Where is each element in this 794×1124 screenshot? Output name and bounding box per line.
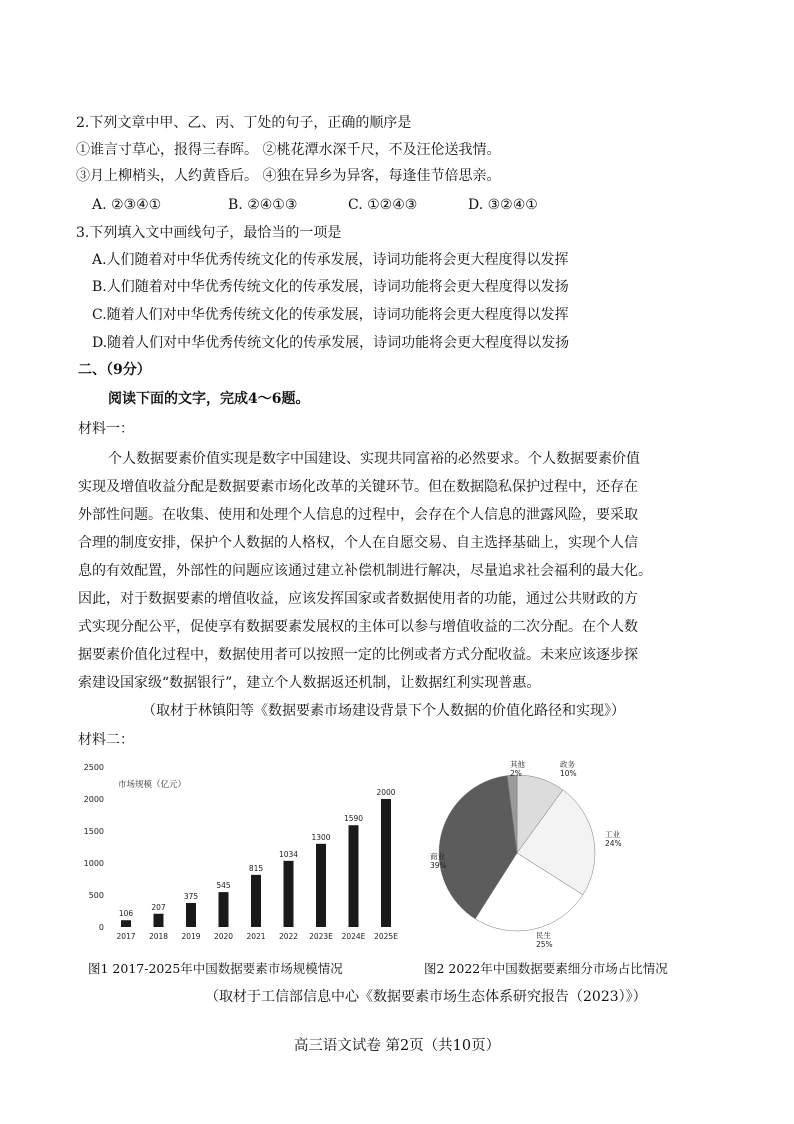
x-tick-label: 2022: [278, 932, 299, 941]
bar: [349, 825, 359, 927]
x-tick-label: 2018: [148, 932, 169, 941]
q3-stem: 3.下列填入文中画线句子，最恰当的一项是: [76, 225, 342, 241]
material1-label: 材料一：: [78, 421, 134, 437]
bar-value-label: 207: [151, 902, 166, 912]
pie-slice-label: 其他: [510, 760, 525, 769]
bar: [251, 875, 261, 927]
material1-line: 个人数据要素价值实现是数字中国建设、实现共同富裕的必然要求。个人数据要素价值: [108, 451, 640, 467]
bar: [381, 799, 391, 927]
bar-value-label: 375: [183, 892, 199, 901]
y-tick-label: 500: [88, 891, 104, 900]
q2-sentence-line: ①谁言寸草心，报得三春晖。 ②桃花潭水深千尺，不及汪伦送我情。: [76, 142, 501, 158]
bar: [316, 844, 326, 927]
material2-label: 材料二：: [78, 732, 134, 748]
bar-value-label: 2000: [376, 788, 396, 797]
y-tick-label: 1500: [83, 827, 104, 836]
pie-slice-value: 2%: [510, 769, 522, 778]
material1-source: （取材于林镇阳等《数据要素市场建设背景下个人数据的价值化路径和实现》）: [142, 703, 625, 719]
pie-slice-label: 政务: [560, 760, 575, 769]
q2-option-c: C. ①②④③: [348, 197, 418, 213]
x-tick-label: 2019: [181, 932, 201, 941]
material1-line: 索建设国家级“数据银行”，建立个人数据返还机制，让数据红利实现普惠。: [78, 675, 541, 691]
material1-line: 外部性问题。在收集、使用和处理个人信息的过程中，会存在个人信息的泄露风险，要采取: [78, 507, 638, 523]
x-tick-label: 2017: [116, 932, 136, 941]
bar: [219, 892, 229, 927]
q3-option-a: A.人们随着对中华优秀传统文化的传承发展，诗词功能将会更大程度得以发挥: [92, 252, 569, 268]
bar-value-label: 1590: [343, 814, 364, 824]
pie-slice-value: 25%: [536, 940, 553, 949]
material1-line: 因此，对于数据要素的增值收益，应该发挥国家或者数据使用者的功能，通过公共财政的方: [78, 591, 638, 607]
x-tick-label: 2021: [246, 932, 266, 941]
pie-slice-value: 24%: [605, 839, 622, 848]
material1-line: 息的有效配置，外部性的问题应该通过建立补偿机制进行解决，尽量追求社会福利的最大化。: [78, 563, 652, 579]
y-tick-label: 0: [98, 923, 104, 932]
material1-line: 据要素价值化过程中，数据使用者可以按照一定的比例或者方式分配收益。未来应该逐步探: [78, 647, 638, 663]
pie-slice-label: 民生: [536, 931, 551, 940]
material1-line: 实现及增值收益分配是数据要素市场化改革的关键环节。但在数据隐私保护过程中，还存在: [78, 479, 638, 495]
pie-slice-value: 39%: [430, 861, 447, 870]
section-heading: 二、（9分）: [78, 362, 151, 378]
y-tick-label: 1000: [83, 859, 104, 868]
q2-option-b: B. ②④①③: [228, 197, 298, 213]
q3-option-c: C.随着人们对中华优秀传统文化的传承发展，诗词功能将会更大程度得以发挥: [92, 307, 569, 323]
bar-value-label: 106: [118, 909, 134, 919]
material1-line: 合理的制度安排，保护个人数据的人格权，个人在自愿交易、自主选择基础上，实现个人信: [78, 535, 638, 551]
chart-source: （取材于工信部信息中心《数据要素市场生态体系研究报告（2023）》）: [205, 989, 647, 1005]
pie-slice-label: 商业: [430, 852, 445, 861]
bar: [186, 903, 196, 927]
x-tick-label: 2023E: [309, 932, 333, 941]
x-tick-label: 2025E: [374, 932, 398, 941]
pie-slice-label: 工业: [605, 830, 620, 839]
page-footer: 高三语文试卷 第2页（共10页）: [293, 1038, 501, 1054]
bar-legend: 市场规模（亿元）: [118, 780, 187, 790]
bar: [154, 914, 164, 927]
q2-sentence-line: ③月上柳梢头，人约黄昏后。 ④独在异乡为异客，每逢佳节倍思亲。: [76, 168, 501, 184]
x-tick-label: 2024E: [341, 932, 366, 941]
material1-line: 式实现分配公平，促使享有数据要素发展权的主体可以参与增值收益的二次分配。在个人数: [78, 619, 638, 635]
q3-option-d: D.随着人们对中华优秀传统文化的传承发展，诗词功能将会更大程度得以发扬: [92, 335, 570, 351]
section-instruction: 阅读下面的文字，完成4～6题。: [108, 391, 310, 407]
bar-value-label: 545: [216, 881, 231, 891]
bar: [121, 920, 131, 927]
bar-chart: [76, 755, 416, 960]
q3-option-b: B.人们随着对中华优秀传统文化的传承发展，诗词功能将会更大程度得以发扬: [92, 279, 569, 295]
bar-value-label: 1300: [311, 832, 331, 842]
bar-value-label: 1034: [278, 849, 299, 859]
figure1-caption: 图1 2017-2025年中国数据要素市场规模情况: [88, 961, 343, 976]
x-tick-label: 2020: [213, 932, 234, 941]
q2-option-a: A. ②③④①: [92, 197, 162, 213]
y-tick-label: 2500: [83, 763, 104, 772]
q2-stem: 2.下列文章中甲、乙、丙、丁处的句子，正确的顺序是: [76, 115, 412, 131]
pie-slice-value: 10%: [560, 769, 577, 778]
q2-option-d: D. ③②④①: [468, 197, 538, 213]
pie-chart: [430, 755, 680, 960]
bar-value-label: 815: [248, 863, 264, 873]
bar: [284, 861, 294, 927]
y-tick-label: 2000: [83, 795, 104, 804]
figure2-caption: 图2 2022年中国数据要素细分市场占比情况: [424, 961, 668, 976]
